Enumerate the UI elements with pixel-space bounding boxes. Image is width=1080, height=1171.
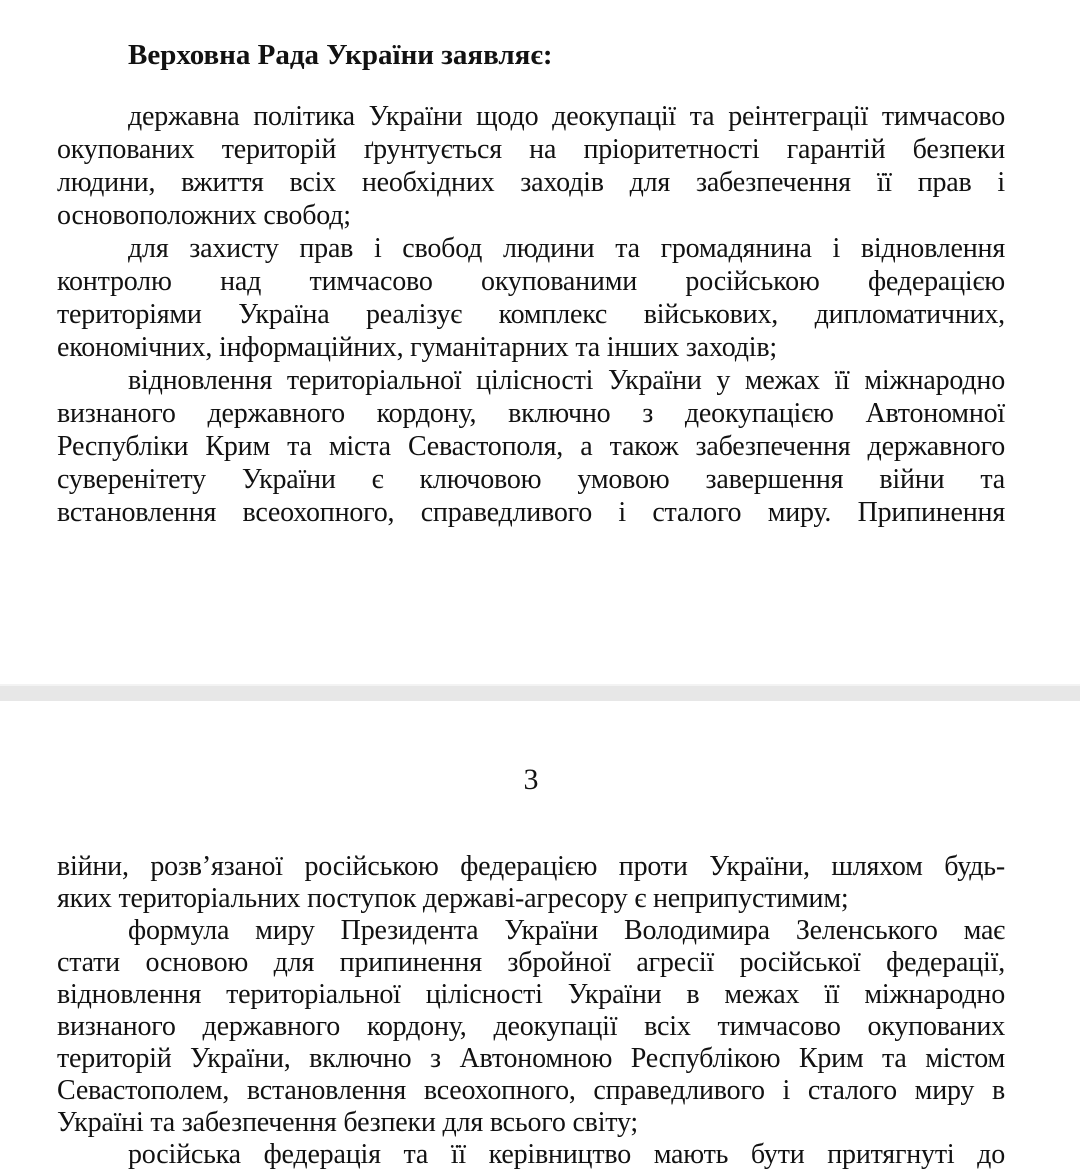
text-line: економічних, інформаційних, гуманітарних та інших заходів; (57, 332, 777, 363)
text-line: Україні та забезпечення безпеки для всього світу; (57, 1107, 638, 1138)
page2-text-block (57, 100, 1005, 529)
text-line: встановлення всеохопного, справедливого і сталого миру. Припинення (57, 497, 1005, 528)
text-line: основоположних свобод; (57, 200, 351, 231)
text-line: територіями Україна реалізує комплекс військових, дипломатичних, (57, 299, 1005, 330)
text-line: окупованих територій ґрунтується на пріоритетності гарантій безпеки (57, 134, 1005, 165)
statement-heading: Верховна Рада України заявляє: (128, 39, 553, 71)
page-separator-band (0, 684, 1080, 701)
text-line: визнаного державного кордону, включно з деокупацією Автономної (57, 398, 1005, 429)
text-line: формула миру Президента України Володимира Зеленського має (128, 915, 1005, 946)
text-line: людини, вжиття всіх необхідних заходів для забезпечення її прав і (57, 167, 1005, 198)
text-line: для захисту прав і свобод людини та громадянина і відновлення (128, 233, 1005, 264)
text-line: відновлення територіальної цілісності України у межах її міжнародно (128, 365, 1005, 396)
text-line: відновлення територіальної цілісності України в межах її міжнародно (57, 979, 1005, 1010)
text-line: стати основою для припинення збройної агресії російської федерації, (57, 947, 1005, 978)
text-line: війни, розв’язаної російською федерацією проти України, шляхом будь- (57, 851, 1005, 882)
page3-text-block (57, 851, 1005, 1171)
text-line: Республіки Крим та міста Севастополя, а також забезпечення державного (57, 431, 1005, 462)
text-line: Севастополем, встановлення всеохопного, справедливого і сталого миру в (57, 1075, 1005, 1106)
text-line: яких територіальних поступок державі-агресору є неприпустимим; (57, 883, 849, 914)
text-line: визнаного державного кордону, деокупації всіх тимчасово окупованих (57, 1011, 1005, 1042)
text-line: державна політика України щодо деокупації та реінтеграції тимчасово (128, 101, 1005, 132)
page-number: 3 (523, 763, 539, 796)
text-line: територій України, включно з Автономною Республікою Крим та містом (57, 1043, 1005, 1074)
text-line: суверенітету України є ключовою умовою завершення війни та (57, 464, 1005, 495)
text-line-clipped: російська федерація та її керівництво мають бути притягнуті до (128, 1139, 1005, 1170)
text-line: контролю над тимчасово окупованими російською федерацією (57, 266, 1005, 297)
